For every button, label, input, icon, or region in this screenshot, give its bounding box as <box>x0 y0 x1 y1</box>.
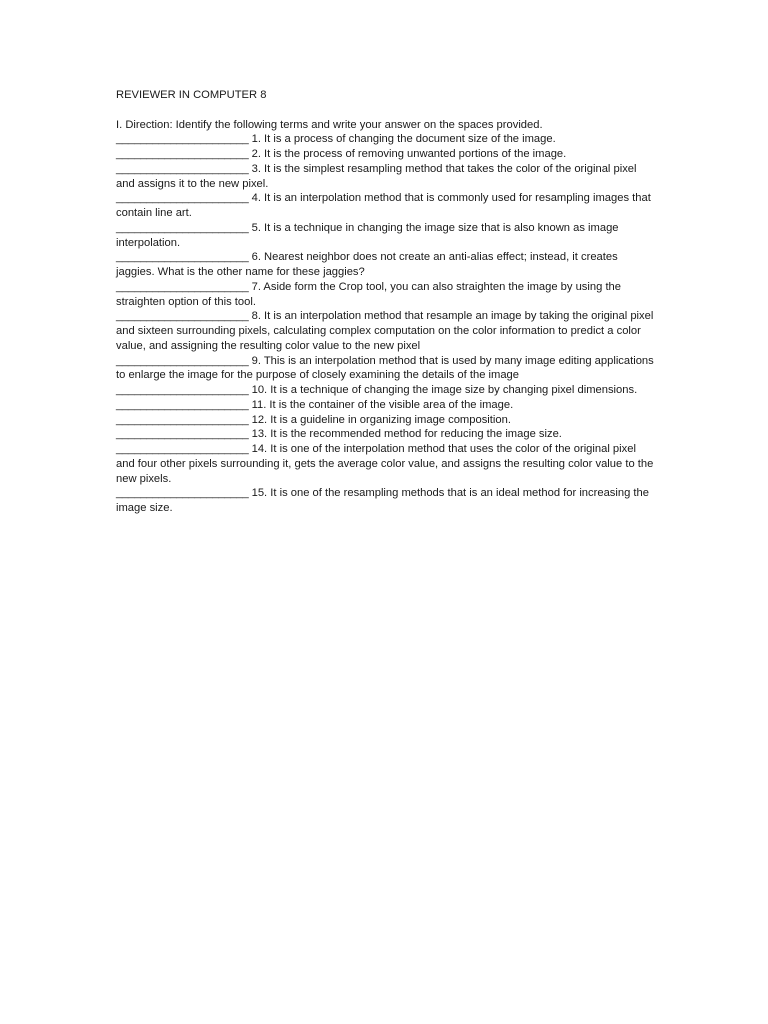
spacer <box>116 103 656 118</box>
question-text: 8. It is an interpolation method that resample an image by taking the original pixel and sixteen surrounding pixels, calculating complex computation on the color information to predict a color value, and assigning the resulting color value to the new pixel <box>116 310 654 352</box>
answer-blank: ______________________ <box>116 221 249 234</box>
document-title: REVIEWER IN COMPUTER 8 <box>116 89 267 101</box>
question-item <box>116 486 656 516</box>
question-item <box>116 309 656 353</box>
question-item <box>116 354 656 384</box>
document-page <box>116 88 656 516</box>
answer-blank: ______________________ <box>116 148 249 160</box>
question-item <box>116 427 656 442</box>
answer-blank: ______________________ <box>116 413 249 426</box>
question-item <box>116 147 656 162</box>
answer-blank: ______________________ <box>116 384 249 396</box>
question-text: 6. Nearest neighbor does not create an anti-alias effect; instead, it creates jaggies. What is the other name for these jaggies? <box>116 251 618 278</box>
question-text: 1. It is a process of changing the document size of the image. <box>251 133 556 146</box>
question-item <box>116 442 656 486</box>
question-item <box>116 250 656 280</box>
answer-blank: ______________________ <box>116 354 249 367</box>
answer-blank: ______________________ <box>116 192 249 205</box>
answer-blank: ______________________ <box>116 133 249 146</box>
question-item <box>116 413 656 428</box>
answer-blank: ______________________ <box>116 310 249 323</box>
question-item <box>116 280 656 310</box>
question-text: 15. It is one of the resampling methods that is an ideal method for increasing the image size. <box>116 487 649 514</box>
question-item <box>116 383 656 398</box>
question-text: 3. It is the simplest resampling method that takes the color of the original pixel and assigns it to the new pixel. <box>116 162 637 190</box>
question-text: 9. This is an interpolation method that is used by many image editing applications to enlarge the image for the purpose of closely examining the details of the image <box>116 354 654 382</box>
answer-blank: ______________________ <box>116 251 249 264</box>
question-text: 5. It is a technique in changing the image size that is also known as image interpolation. <box>116 221 619 249</box>
question-item <box>116 221 656 251</box>
question-item <box>116 162 656 192</box>
answer-blank: ______________________ <box>116 398 249 411</box>
answer-blank: ______________________ <box>116 443 249 455</box>
question-text: 10. It is a technique of changing the image size by changing pixel dimensions. <box>251 384 638 396</box>
question-text: 7. Aside form the Crop tool, you can also straighten the image by using the straighten option of this tool. <box>116 280 621 308</box>
answer-blank: ______________________ <box>116 487 249 500</box>
answer-blank: ______________________ <box>116 280 249 293</box>
question-item <box>116 398 656 413</box>
question-text: 4. It is an interpolation method that is commonly used for resampling images that contain line art. <box>116 192 651 219</box>
question-item <box>116 132 656 147</box>
question-text: 14. It is one of the interpolation method that uses the color of the original pixel and four other pixels surrounding it, gets the average color value, and assigns the resulting color value to the new pixels. <box>116 443 654 485</box>
direction-text: I. Direction: Identify the following terms and write your answer on the spaces provided. <box>116 118 543 131</box>
answer-blank: ______________________ <box>116 162 249 175</box>
question-text: 2. It is the process of removing unwanted portions of the image. <box>251 148 567 160</box>
question-text: 13. It is the recommended method for reducing the image size. <box>251 428 562 441</box>
question-text: 12. It is a guideline in organizing image composition. <box>251 413 511 426</box>
question-text: 11. It is the container of the visible area of the image. <box>251 398 514 411</box>
answer-blank: ______________________ <box>116 428 249 441</box>
question-item <box>116 191 656 221</box>
